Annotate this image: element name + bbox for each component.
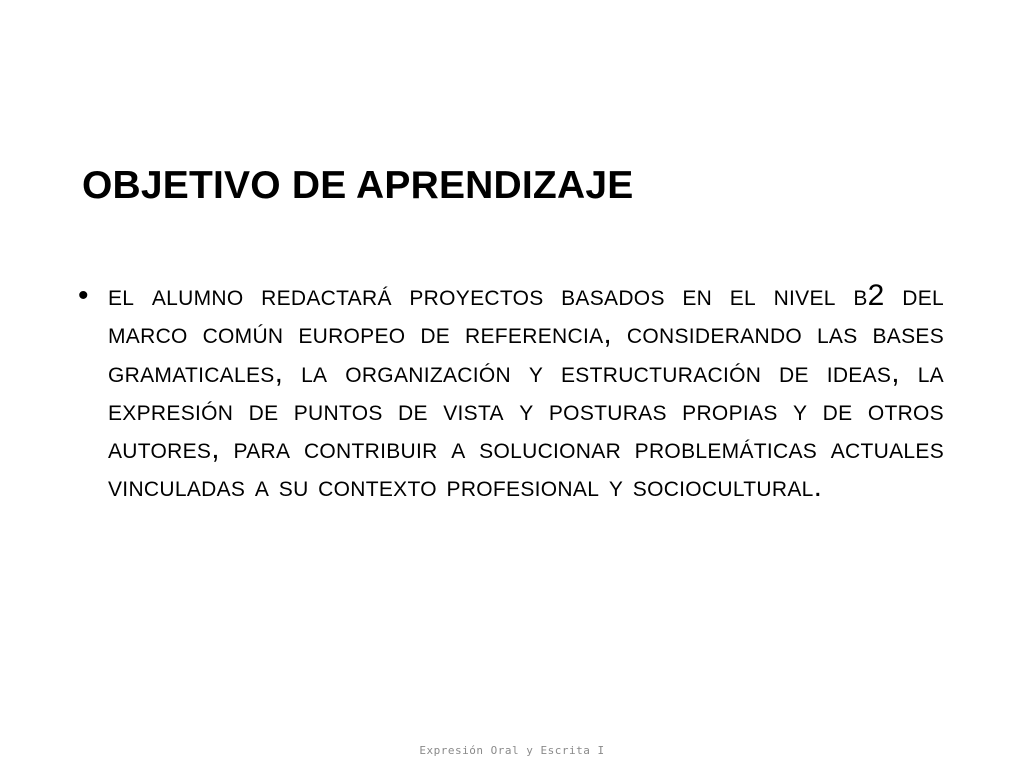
bullet-item: [78, 277, 944, 507]
slide-title: OBJETIVO DE APRENDIZAJE: [82, 164, 634, 207]
bullet-marker: •: [78, 279, 89, 312]
bullet-list: [78, 277, 944, 507]
bullet-text: el alumno redactará proyectos basados en el nivel b2 del marco común europeo de referencia, considerando las bases gramaticales, la organización y estructuración de ideas, la expresión de puntos de vista y posturas propias y de otros autores, para contribuir a solucionar problemáticas actuales vinculadas a su contexto profesional y sociocultural.: [108, 279, 944, 504]
slide-footer: Expresión Oral y Escrita I: [419, 744, 605, 757]
